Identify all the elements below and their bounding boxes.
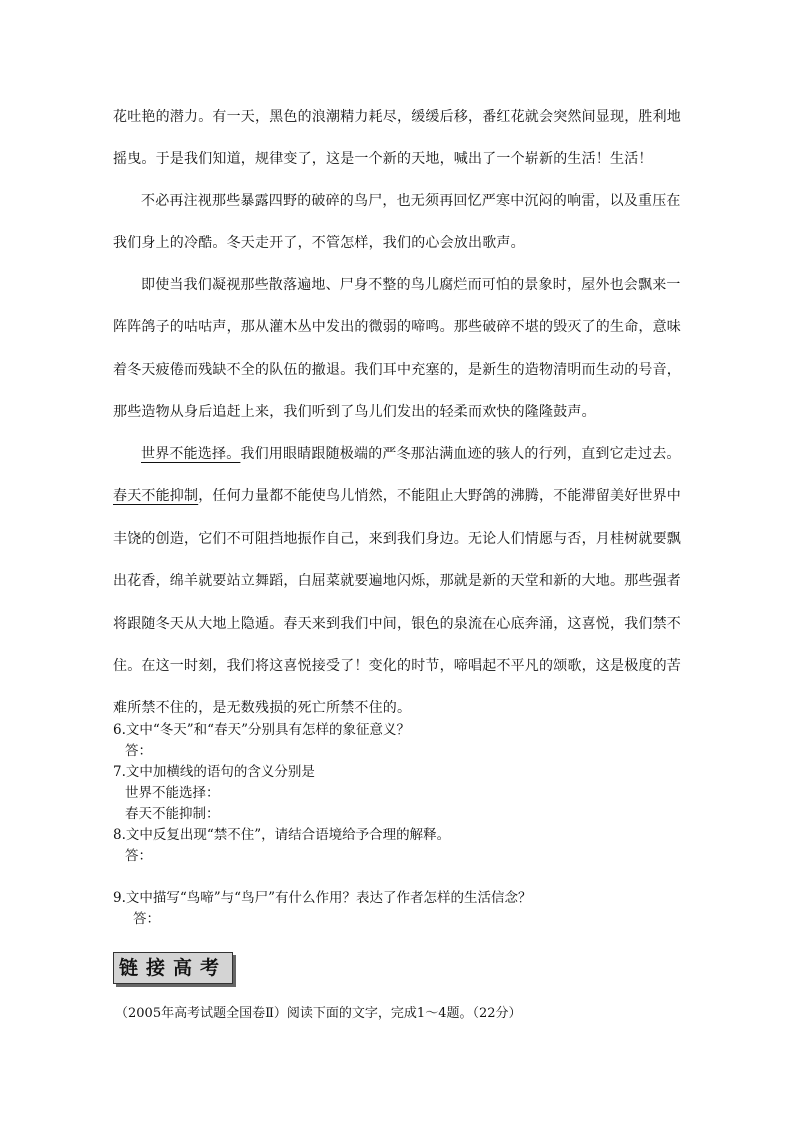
exam-source-note: （2005年高考试题全国卷Ⅱ）阅读下面的文字，完成1～4题。（22分） [115,1006,522,1021]
passage-text: ，任何力量都不能使鸟儿悄然，不能阻止大野鸽的沸腾，不能滞留美好世界中 [198,488,682,505]
passage-line [113,475,683,517]
passage-line: 那些造物从身后追赶上来，我们听到了鸟儿们发出的轻柔而欢快的隆隆鼓声。 [113,404,596,421]
passage-paragraph-1 [113,96,683,181]
question-7-item-world: 世界不能选择： [125,785,220,801]
passage-line: 住。在这一时刻，我们将这喜悦接受了！变化的时节，啼唱起不平凡的颂歌，这是极度的苦 [113,658,681,675]
passage-line: 阵阵鸽子的咕咕声，那从灌木丛中发出的微弱的啼鸣。那些破碎不堪的毁灭了的生命，意味 [113,319,681,336]
section-heading-gaokao: 链接高考 [113,952,233,984]
passage-line: 丰饶的创造，它们不可阻挡地振作自己，来到我们身边。无论人们情愿与否，月桂树就要飘 [113,530,681,547]
question-7: 7.文中加横线的语句的含义分别是 [113,764,315,780]
underlined-sentence-spring: 春天不能抑制 [113,488,199,505]
answer-label-9: 答： [133,911,160,927]
question-6: 6.文中“冬天”和“春天”分别具有怎样的象征意义？ [113,722,410,738]
underlined-sentence-world: 世界不能选择。 [141,446,241,462]
passage-paragraph-2 [113,180,683,265]
question-8: 8.文中反复出现“禁不住”，请结合语境给予合理的解释。 [113,827,451,843]
passage-line: 难所禁不住的，是无数残损的死亡所禁不住的。 [113,700,412,717]
passage-line: 将跟随冬天从大地上隐遁。春天来到我们中间，银色的泉流在心底奔涌，这喜悦，我们禁不 [113,615,681,632]
passage-line: 花吐艳的潜力。有一天，黑色的浪潮精力耗尽，缓缓后移，番红花就会突然间显现，胜利地 [113,109,681,125]
passage-line: 出花香，绵羊就要站立舞蹈，白屈菜就要遍地闪烁，那就是新的天堂和新的大地。那些强者 [113,573,681,590]
passage-line: 我们身上的冷酷。冬天走开了，不管怎样，我们的心会放出歌声。 [113,235,525,252]
question-7-item-spring: 春天不能抑制： [125,806,220,822]
passage-line [113,433,683,475]
answer-label-6: 答： [125,743,152,759]
passage-paragraph-4 [113,433,683,730]
passage-line: 摇曳。于是我们知道，规律变了，这是一个新的天地，喊出了一个崭新的生活！生活！ [113,151,653,168]
answer-label-8: 答： [125,848,152,864]
passage-line: 着冬天疲倦而残缺不全的队伍的撤退。我们耳中充塞的，是新生的造物清明而生动的号音， [113,361,681,378]
passage-text: 我们用眼睛跟随极端的严冬那沾满血迹的骇人的行列，直到它走过去。 [240,446,681,462]
passage-paragraph-3 [113,264,683,434]
passage-line: 不必再注视那些暴露四野的破碎的鸟尸，也无须再回忆严寒中沉闷的响雷，以及重压在 [141,193,681,209]
passage-line: 即使当我们凝视那些散落遍地、尸身不整的鸟儿腐烂而可怕的景象时，屋外也会飘来一 [141,277,681,293]
question-9: 9.文中描写“鸟啼”与“鸟尸”有什么作用？表达了作者怎样的生活信念？ [113,890,532,906]
